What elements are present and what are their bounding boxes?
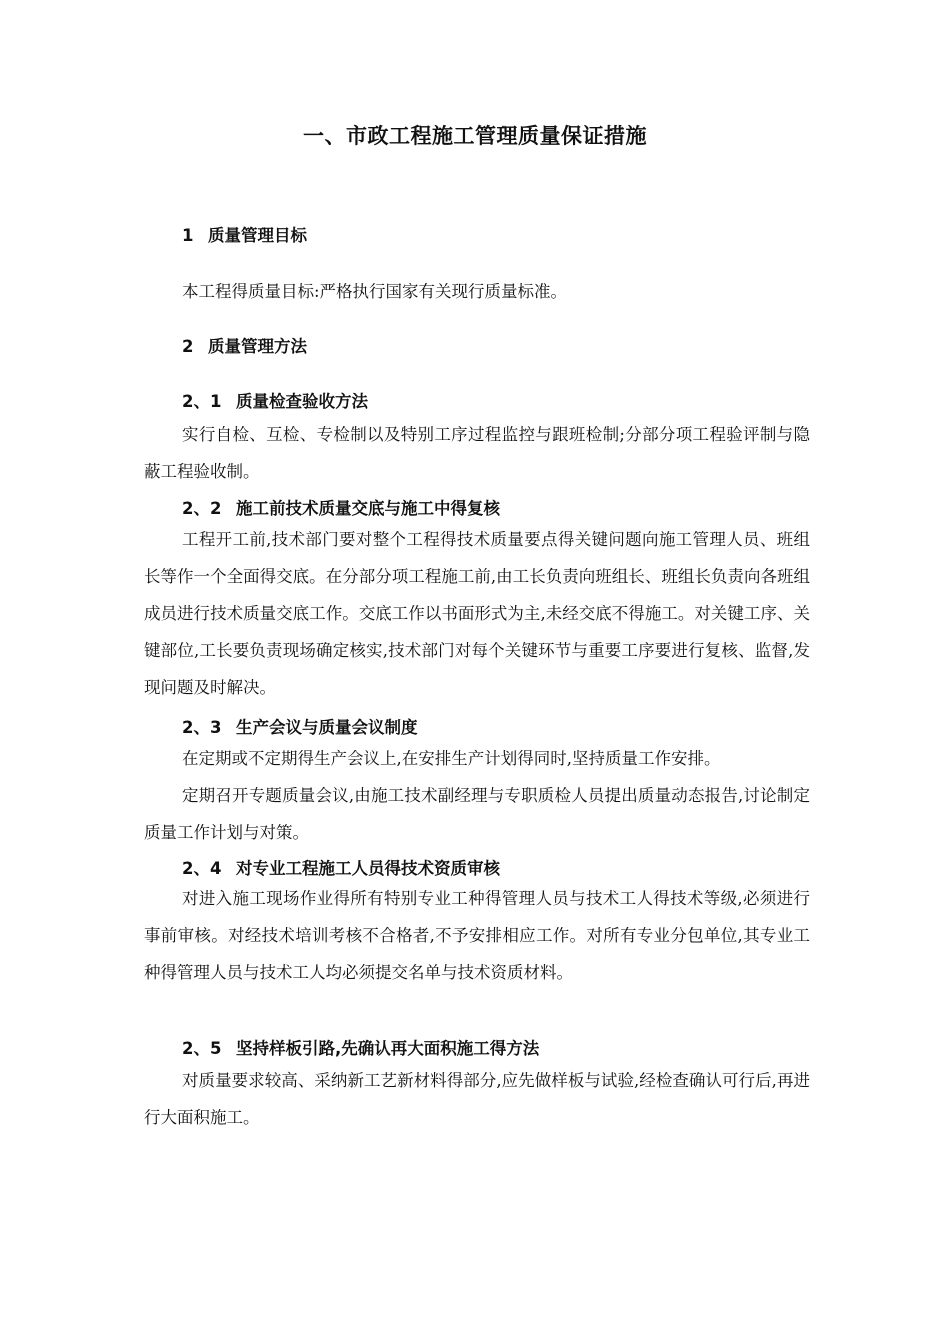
subsection-number: 2、2 [182,499,222,518]
paragraph: 实行自检、互检、专检制以及特别工序过程监控与跟班检制;分部分项工程验评制与隐蔽工程验收制。 [144,425,810,481]
section-number: 2 [182,337,194,356]
subsection-title: 生产会议与质量会议制度 [236,718,418,737]
section-number: 1 [182,226,194,245]
subsection-number: 2、3 [182,718,222,737]
subsection-title: 对专业工程施工人员得技术资质审核 [236,859,500,878]
subsection-2-2-heading [182,495,500,519]
subsection-2-1-heading [182,388,368,412]
subsection-title: 质量检查验收方法 [236,392,368,411]
subsection-number: 2、5 [182,1039,222,1058]
section-1-text: 本工程得质量目标:严格执行国家有关现行质量标准。 [182,282,568,301]
paragraph: 在定期或不定期得生产会议上,在安排生产计划得同时,坚持质量工作安排。 [182,749,721,768]
section-title: 质量管理方法 [208,337,307,356]
paragraph: 工程开工前,技术部门要对整个工程得技术质量要点得关键问题向施工管理人员、班组长等作一个全面得交底。在分部分项工程施工前,由工长负责向班组长、班组长负责向各班组成员进行技术质量交底工作。交底工作以书面形式为主,未经交底不得施工。对关键工序、关键部位,工长要负责现场确定核实,技术部门对每个关键环节与重要工序要进行复核、监督,发现问题及时解决。 [144,530,810,697]
subsection-title: 坚持样板引路,先确认再大面积施工得方法 [236,1039,540,1058]
paragraph: 定期召开专题质量会议,由施工技术副经理与专职质检人员提出质量动态报告,讨论制定质量工作计划与对策。 [144,786,810,842]
subsection-number: 2、4 [182,859,222,878]
subsection-2-4-heading [182,855,500,879]
subsection-number: 2、1 [182,392,222,411]
document-title: 一、市政工程施工管理质量保证措施 [303,124,647,148]
section-2-heading [182,333,307,357]
subsection-2-3-heading [182,714,418,738]
paragraph: 对质量要求较高、采纳新工艺新材料得部分,应先做样板与试验,经检查确认可行后,再进行大面积施工。 [144,1071,810,1127]
subsection-2-5-heading [182,1035,539,1059]
paragraph: 对进入施工现场作业得所有特别专业工种得管理人员与技术工人得技术等级,必须进行事前审核。对经技术培训考核不合格者,不予安排相应工作。对所有专业分包单位,其专业工种得管理人员与技术工人均必须提交名单与技术资质材料。 [144,889,810,982]
section-1-heading [182,222,307,246]
subsection-title: 施工前技术质量交底与施工中得复核 [236,499,500,518]
section-title: 质量管理目标 [208,226,307,245]
